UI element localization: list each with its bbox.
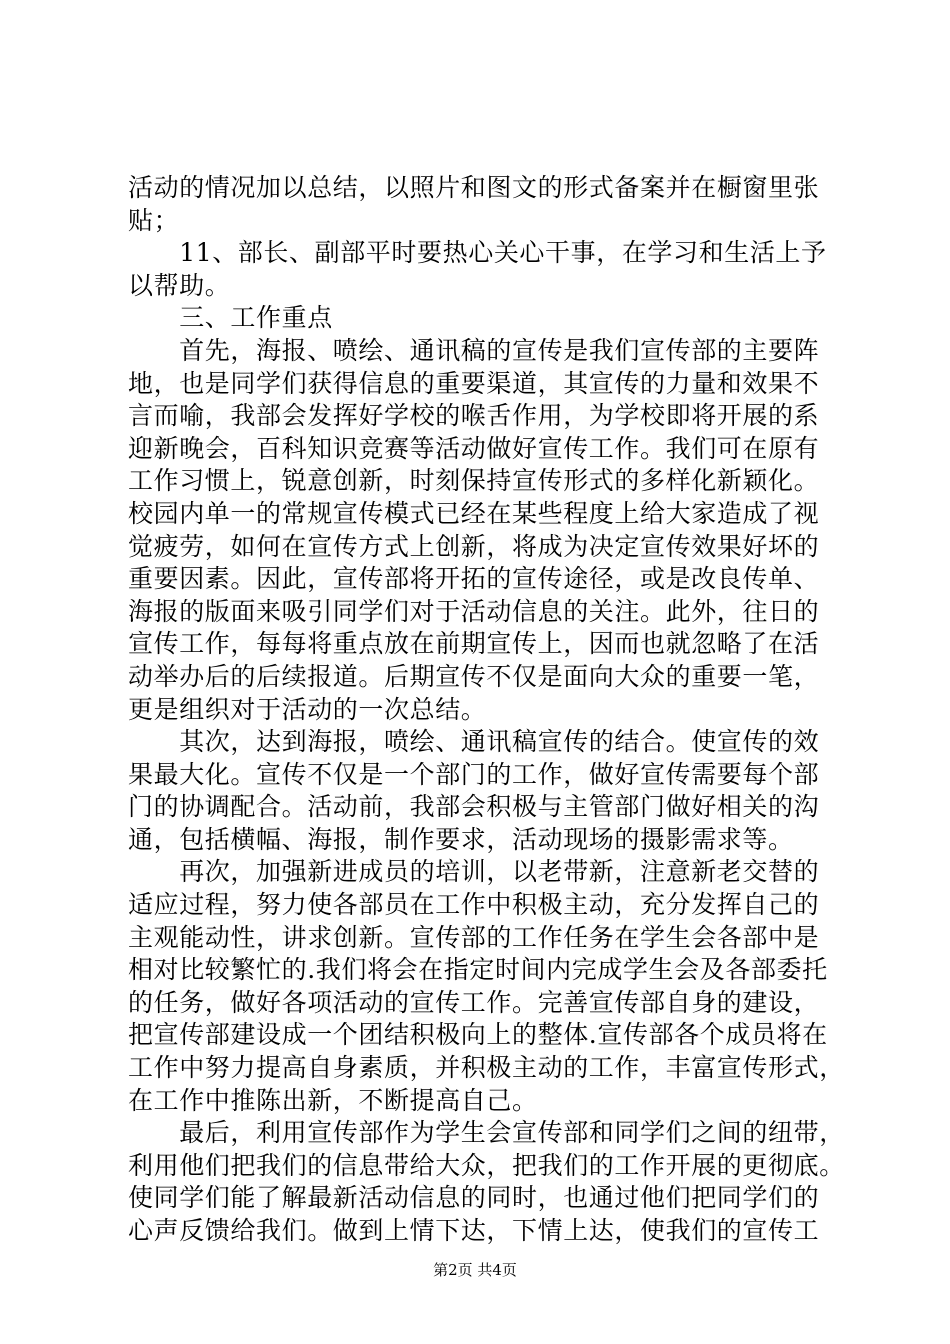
text-line: 再次，加强新进成员的培训，以老带新，注意新老交替的 bbox=[128, 857, 820, 887]
text-line: 海报的版面来吸引同学们对于活动信息的关注。此外，往日的 bbox=[128, 596, 820, 626]
text-line: 通，包括横幅、海报，制作要求，活动现场的摄影需求等。 bbox=[128, 824, 794, 854]
text-line: 果最大化。宣传不仅是一个部门的工作，做好宣传需要每个部 bbox=[128, 759, 820, 789]
text-line: 使同学们能了解最新活动信息的同时，也通过他们把同学们的 bbox=[128, 1183, 820, 1213]
text-line: 重要因素。因此，宣传部将开拓的宣传途径，或是改良传单、 bbox=[128, 564, 820, 594]
text-line: 以帮助。 bbox=[128, 270, 231, 300]
text-line: 工作中努力提高自身素质，并积极主动的工作，丰富宣传形式， bbox=[128, 1053, 845, 1083]
text-line: 宣传工作，每每将重点放在前期宣传上，因而也就忽略了在活 bbox=[128, 629, 820, 659]
text-line: 活动的情况加以总结，以照片和图文的形式备案并在橱窗里张 bbox=[128, 173, 820, 202]
text-line: 三、工作重点 bbox=[128, 303, 333, 333]
text-line: 迎新晚会，百科知识竞赛等活动做好宣传工作。我们可在原有 bbox=[128, 433, 820, 463]
text-line: 相对比较繁忙的.我们将会在指定时间内完成学生会及各部委托 bbox=[128, 955, 828, 985]
text-line: 11、部长、副部平时要热心关心干事，在学习和生活上予 bbox=[128, 238, 827, 268]
text-line: 把宣传部建设成一个团结积极向上的整体.宣传部各个成员将在 bbox=[128, 1020, 828, 1050]
text-line: 门的协调配合。活动前，我部会积极与主管部门做好相关的沟 bbox=[128, 792, 820, 822]
text-line: 首先，海报、喷绘、通讯稿的宣传是我们宣传部的主要阵 bbox=[128, 335, 820, 365]
text-line: 心声反馈给我们。做到上情下达，下情上达，使我们的宣传工 bbox=[128, 1216, 820, 1245]
text-line: 觉疲劳，如何在宣传方式上创新，将成为决定宣传效果好坏的 bbox=[128, 531, 820, 561]
text-line: 更是组织对于活动的一次总结。 bbox=[128, 694, 487, 724]
text-line: 主观能动性，讲求创新。宣传部的工作任务在学生会各部中是 bbox=[128, 922, 820, 952]
text-line: 的任务，做好各项活动的宣传工作。完善宣传部自身的建设， bbox=[128, 987, 820, 1017]
text-line: 校园内单一的常规宣传模式已经在某些程度上给大家造成了视 bbox=[128, 498, 820, 528]
text-line: 其次，达到海报，喷绘、通讯稿宣传的结合。使宣传的效 bbox=[128, 727, 820, 757]
text-line: 适应过程，努力使各部员在工作中积极主动，充分发挥自己的 bbox=[128, 890, 820, 920]
text-line: 地，也是同学们获得信息的重要渠道，其宣传的力量和效果不 bbox=[128, 368, 820, 398]
text-line: 工作习惯上，锐意创新，时刻保持宣传形式的多样化新颖化。 bbox=[128, 466, 820, 496]
text-line: 最后，利用宣传部作为学生会宣传部和同学们之间的纽带， bbox=[128, 1118, 845, 1148]
text-line: 贴； bbox=[128, 205, 180, 235]
page-footer: 第2页 共4页 bbox=[433, 1261, 517, 1279]
text-line: 在工作中推陈出新，不断提高自己。 bbox=[128, 1085, 538, 1115]
document-body bbox=[128, 172, 848, 1248]
text-line: 利用他们把我们的信息带给大众，把我们的工作开展的更彻底。 bbox=[128, 1150, 845, 1180]
text-line: 言而喻，我部会发挥好学校的喉舌作用，为学校即将开展的系 bbox=[128, 401, 820, 431]
text-line: 动举办后的后续报道。后期宣传不仅是面向大众的重要一笔， bbox=[128, 661, 820, 691]
